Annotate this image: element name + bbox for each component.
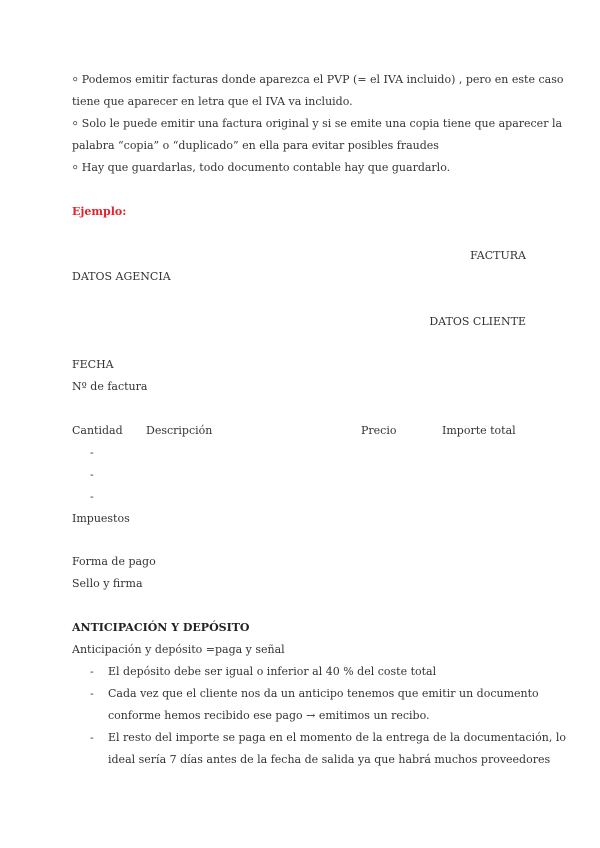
column-quantity: Cantidad bbox=[72, 424, 123, 437]
bullet-item: Cada vez que el cliente nos da un anticipo tenemos que emitir un documento bbox=[108, 687, 539, 700]
date-label: FECHA bbox=[72, 358, 114, 371]
intro-line-5: ⸰ Hay que guardarlas, todo documento contable hay que guardarlo. bbox=[72, 161, 451, 174]
agency-data: DATOS AGENCIA bbox=[72, 270, 171, 283]
bullet-item-continuation: ideal sería 7 días antes de la fecha de salida ya que habrá muchos proveedores bbox=[108, 753, 551, 766]
section-title: ANTICIPACIÓN Y DEPÓSITO bbox=[72, 621, 250, 634]
bullet-mark: ⸰ bbox=[72, 117, 79, 130]
intro-line-4: palabra “copia” o “duplicado” en ella para evitar posibles fraudes bbox=[72, 139, 439, 152]
invoice-title: FACTURA bbox=[470, 249, 526, 262]
section-subtitle: Anticipación y depósito =paga y señal bbox=[72, 643, 285, 656]
bullet-dash: - bbox=[90, 731, 94, 744]
bullet-item-continuation: conforme hemos recibido ese pago → emitimos un recibo. bbox=[108, 709, 430, 722]
column-price: Precio bbox=[361, 424, 397, 437]
column-total: Importe total bbox=[442, 424, 516, 437]
stamp-signature-label: Sello y firma bbox=[72, 577, 143, 590]
bullet-item: El resto del importe se paga en el momento de la entrega de la documentación, lo bbox=[108, 731, 566, 744]
column-description: Descripción bbox=[146, 424, 213, 437]
intro-line-3: ⸰ Solo le puede emitir una factura original y si se emite una copia tiene que aparecer la bbox=[72, 117, 563, 130]
client-data: DATOS CLIENTE bbox=[429, 315, 526, 328]
payment-method-label: Forma de pago bbox=[72, 555, 156, 568]
intro-line-1: ⸰ Podemos emitir facturas donde aparezca el PVP (= el IVA incluido) , pero en este caso bbox=[72, 73, 564, 86]
taxes-label: Impuestos bbox=[72, 512, 130, 525]
line-item-dash: - bbox=[90, 468, 94, 481]
line-item-dash: - bbox=[90, 446, 94, 459]
intro-line-2: tiene que aparecer en letra que el IVA va incluido. bbox=[72, 95, 353, 108]
line-item-dash: - bbox=[90, 490, 94, 503]
bullet-dash: - bbox=[90, 687, 94, 700]
bullet-mark: ⸰ bbox=[72, 161, 79, 174]
invoice-number-label: Nº de factura bbox=[72, 380, 148, 393]
bullet-item: El depósito debe ser igual o inferior al 40 % del coste total bbox=[108, 665, 437, 678]
bullet-dash: - bbox=[90, 665, 94, 678]
bullet-mark: ⸰ bbox=[72, 73, 79, 86]
example-label: Ejemplo: bbox=[72, 205, 127, 218]
